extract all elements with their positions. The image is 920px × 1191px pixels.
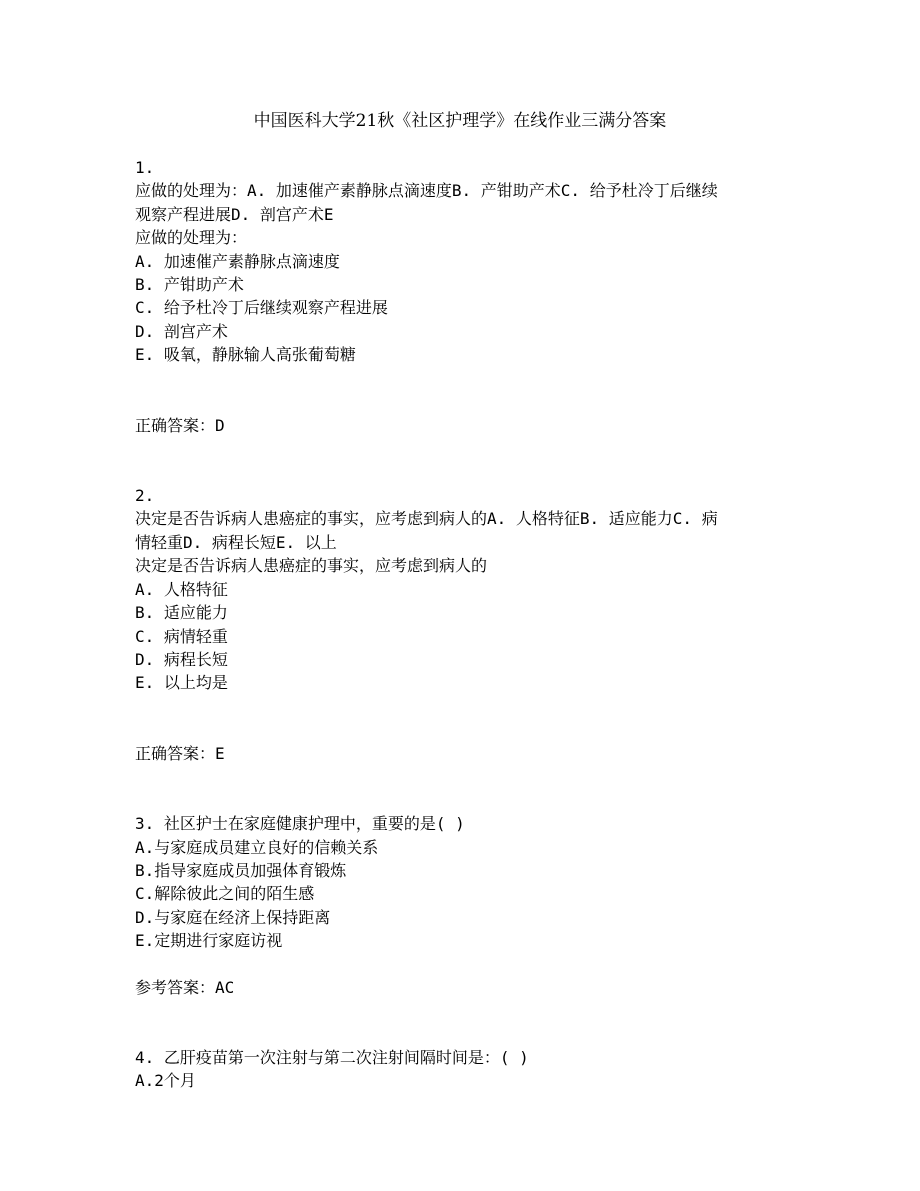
option-a: A. 加速催产素静脉点滴速度 xyxy=(135,251,340,271)
answer-line: 正确答案：D xyxy=(135,415,225,435)
answer-line: 参考答案：AC xyxy=(135,977,235,997)
question-4 xyxy=(135,1046,795,1093)
question-stem-line: 应做的处理为： xyxy=(135,228,248,248)
option-a: A.与家庭成员建立良好的信赖关系 xyxy=(135,837,379,857)
option-b: B.指导家庭成员加强体育锻炼 xyxy=(135,860,347,880)
option-e: E. 吸氧，静脉输人高张葡萄糖 xyxy=(135,345,356,365)
document-title: 中国医科大学21秋《社区护理学》在线作业三满分答案 xyxy=(253,111,667,131)
option-b: B. 产钳助产术 xyxy=(135,275,244,295)
question-3 xyxy=(135,812,795,999)
question-stem-line: 决定是否告诉病人患癌症的事实，应考虑到病人的 xyxy=(135,556,488,576)
answer-line: 正确答案：E xyxy=(135,743,225,763)
option-c: C. 给予杜冷丁后继续观察产程进展 xyxy=(135,298,388,318)
option-b: B. 适应能力 xyxy=(135,603,228,623)
option-d: D. 病程长短 xyxy=(135,649,228,669)
question-heading: 4. 乙肝疫苗第一次注射与第二次注射间隔时间是：( ) xyxy=(135,1047,529,1067)
question-number: 2. xyxy=(135,486,155,506)
option-d: D.与家庭在经济上保持距离 xyxy=(135,907,331,927)
question-stem-line: 决定是否告诉病人患癌症的事实，应考虑到病人的A. 人格特征B. 适应能力C. 病 xyxy=(135,509,718,529)
question-1 xyxy=(135,156,795,437)
option-c: C. 病情轻重 xyxy=(135,626,228,646)
document-body xyxy=(135,156,795,1093)
option-d: D. 剖宫产术 xyxy=(135,321,228,341)
option-c: C.解除彼此之间的陌生感 xyxy=(135,884,315,904)
option-e: E.定期进行家庭访视 xyxy=(135,931,283,951)
question-stem-line: 情轻重D. 病程长短E. 以上 xyxy=(135,532,337,552)
question-stem-line: 观察产程进展D. 剖宫产术E xyxy=(135,204,334,224)
option-a: A.2个月 xyxy=(135,1071,196,1091)
question-number: 1. xyxy=(135,158,155,177)
option-a: A. 人格特征 xyxy=(135,579,228,599)
option-e: E. 以上均是 xyxy=(135,673,228,693)
question-heading: 3. 社区护士在家庭健康护理中，重要的是( ) xyxy=(135,814,465,834)
question-2 xyxy=(135,484,795,765)
question-stem-line: 应做的处理为：A. 加速催产素静脉点滴速度B. 产钳助产术C. 给予杜冷丁后继续 xyxy=(135,181,718,201)
